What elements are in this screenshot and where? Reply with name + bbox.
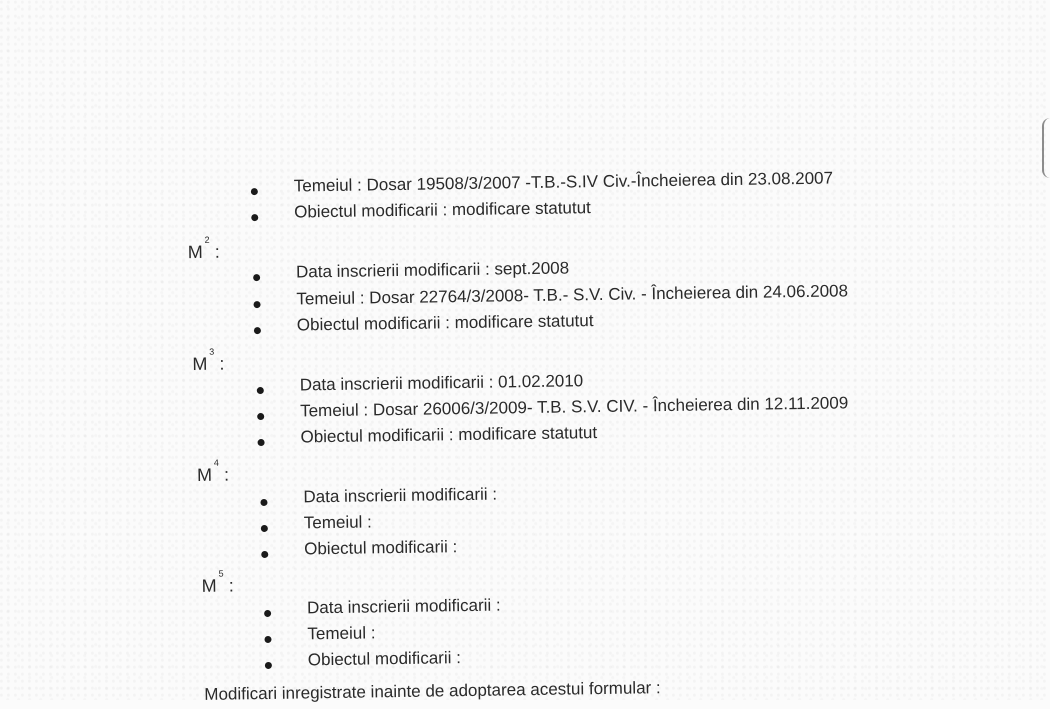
bullet xyxy=(260,499,267,506)
list-item: Temeiul : Dosar 19508/3/2007 -T.B.-S.IV Civ.-Încheierea din 23.08.2007 xyxy=(293,168,834,196)
footer-heading: Modificari inregistrate inainte de adoptarea acestui formular : xyxy=(204,678,661,704)
list-item: Obiectul modificarii : xyxy=(307,648,462,670)
bullet xyxy=(254,327,261,334)
section-label-m2: $M^2$ : xyxy=(187,234,220,263)
list-item: Temeiul : Dosar 22764/3/2008- T.B.- S.V. Civ. - Încheierea din 24.06.2008 xyxy=(296,281,849,309)
section-label-m4: $M^4$ : xyxy=(196,457,230,485)
bullet xyxy=(253,274,260,281)
bullet xyxy=(264,610,271,617)
list-item: Obiectul modificarii : modificare statutut xyxy=(300,423,598,447)
bullet xyxy=(253,301,260,308)
bullet xyxy=(251,188,258,195)
page-edge-mark xyxy=(1042,118,1050,178)
bullet xyxy=(264,636,271,643)
list-item: Data inscrierii modificarii : sept.2008 xyxy=(295,258,570,282)
bullet xyxy=(257,413,264,420)
bullet xyxy=(251,214,258,221)
list-item: Data inscrierii modificarii : 01.02.2010 xyxy=(299,371,584,395)
list-item: Temeiul : xyxy=(303,512,372,533)
section-label-m5: $M^5$ : xyxy=(201,568,234,596)
list-item: Temeiul : xyxy=(307,623,376,644)
list-item: Obiectul modificarii : modificare statutut xyxy=(294,198,591,222)
list-item: Data inscrierii modificarii : xyxy=(306,595,501,618)
bullet xyxy=(261,525,268,532)
bullet xyxy=(258,439,265,446)
list-item: Data inscrierii modificarii : xyxy=(303,484,498,507)
list-item: Obiectul modificarii : xyxy=(304,537,458,559)
bullet xyxy=(265,662,272,669)
bullet xyxy=(257,387,264,394)
section-label-m3: $M^3$ : xyxy=(192,346,225,375)
list-item: Obiectul modificarii : modificare statutut xyxy=(296,311,594,335)
list-item: Temeiul : Dosar 26006/3/2009- T.B. S.V. CIV. - Încheierea din 12.11.2009 xyxy=(299,393,849,421)
bullet xyxy=(261,551,268,558)
